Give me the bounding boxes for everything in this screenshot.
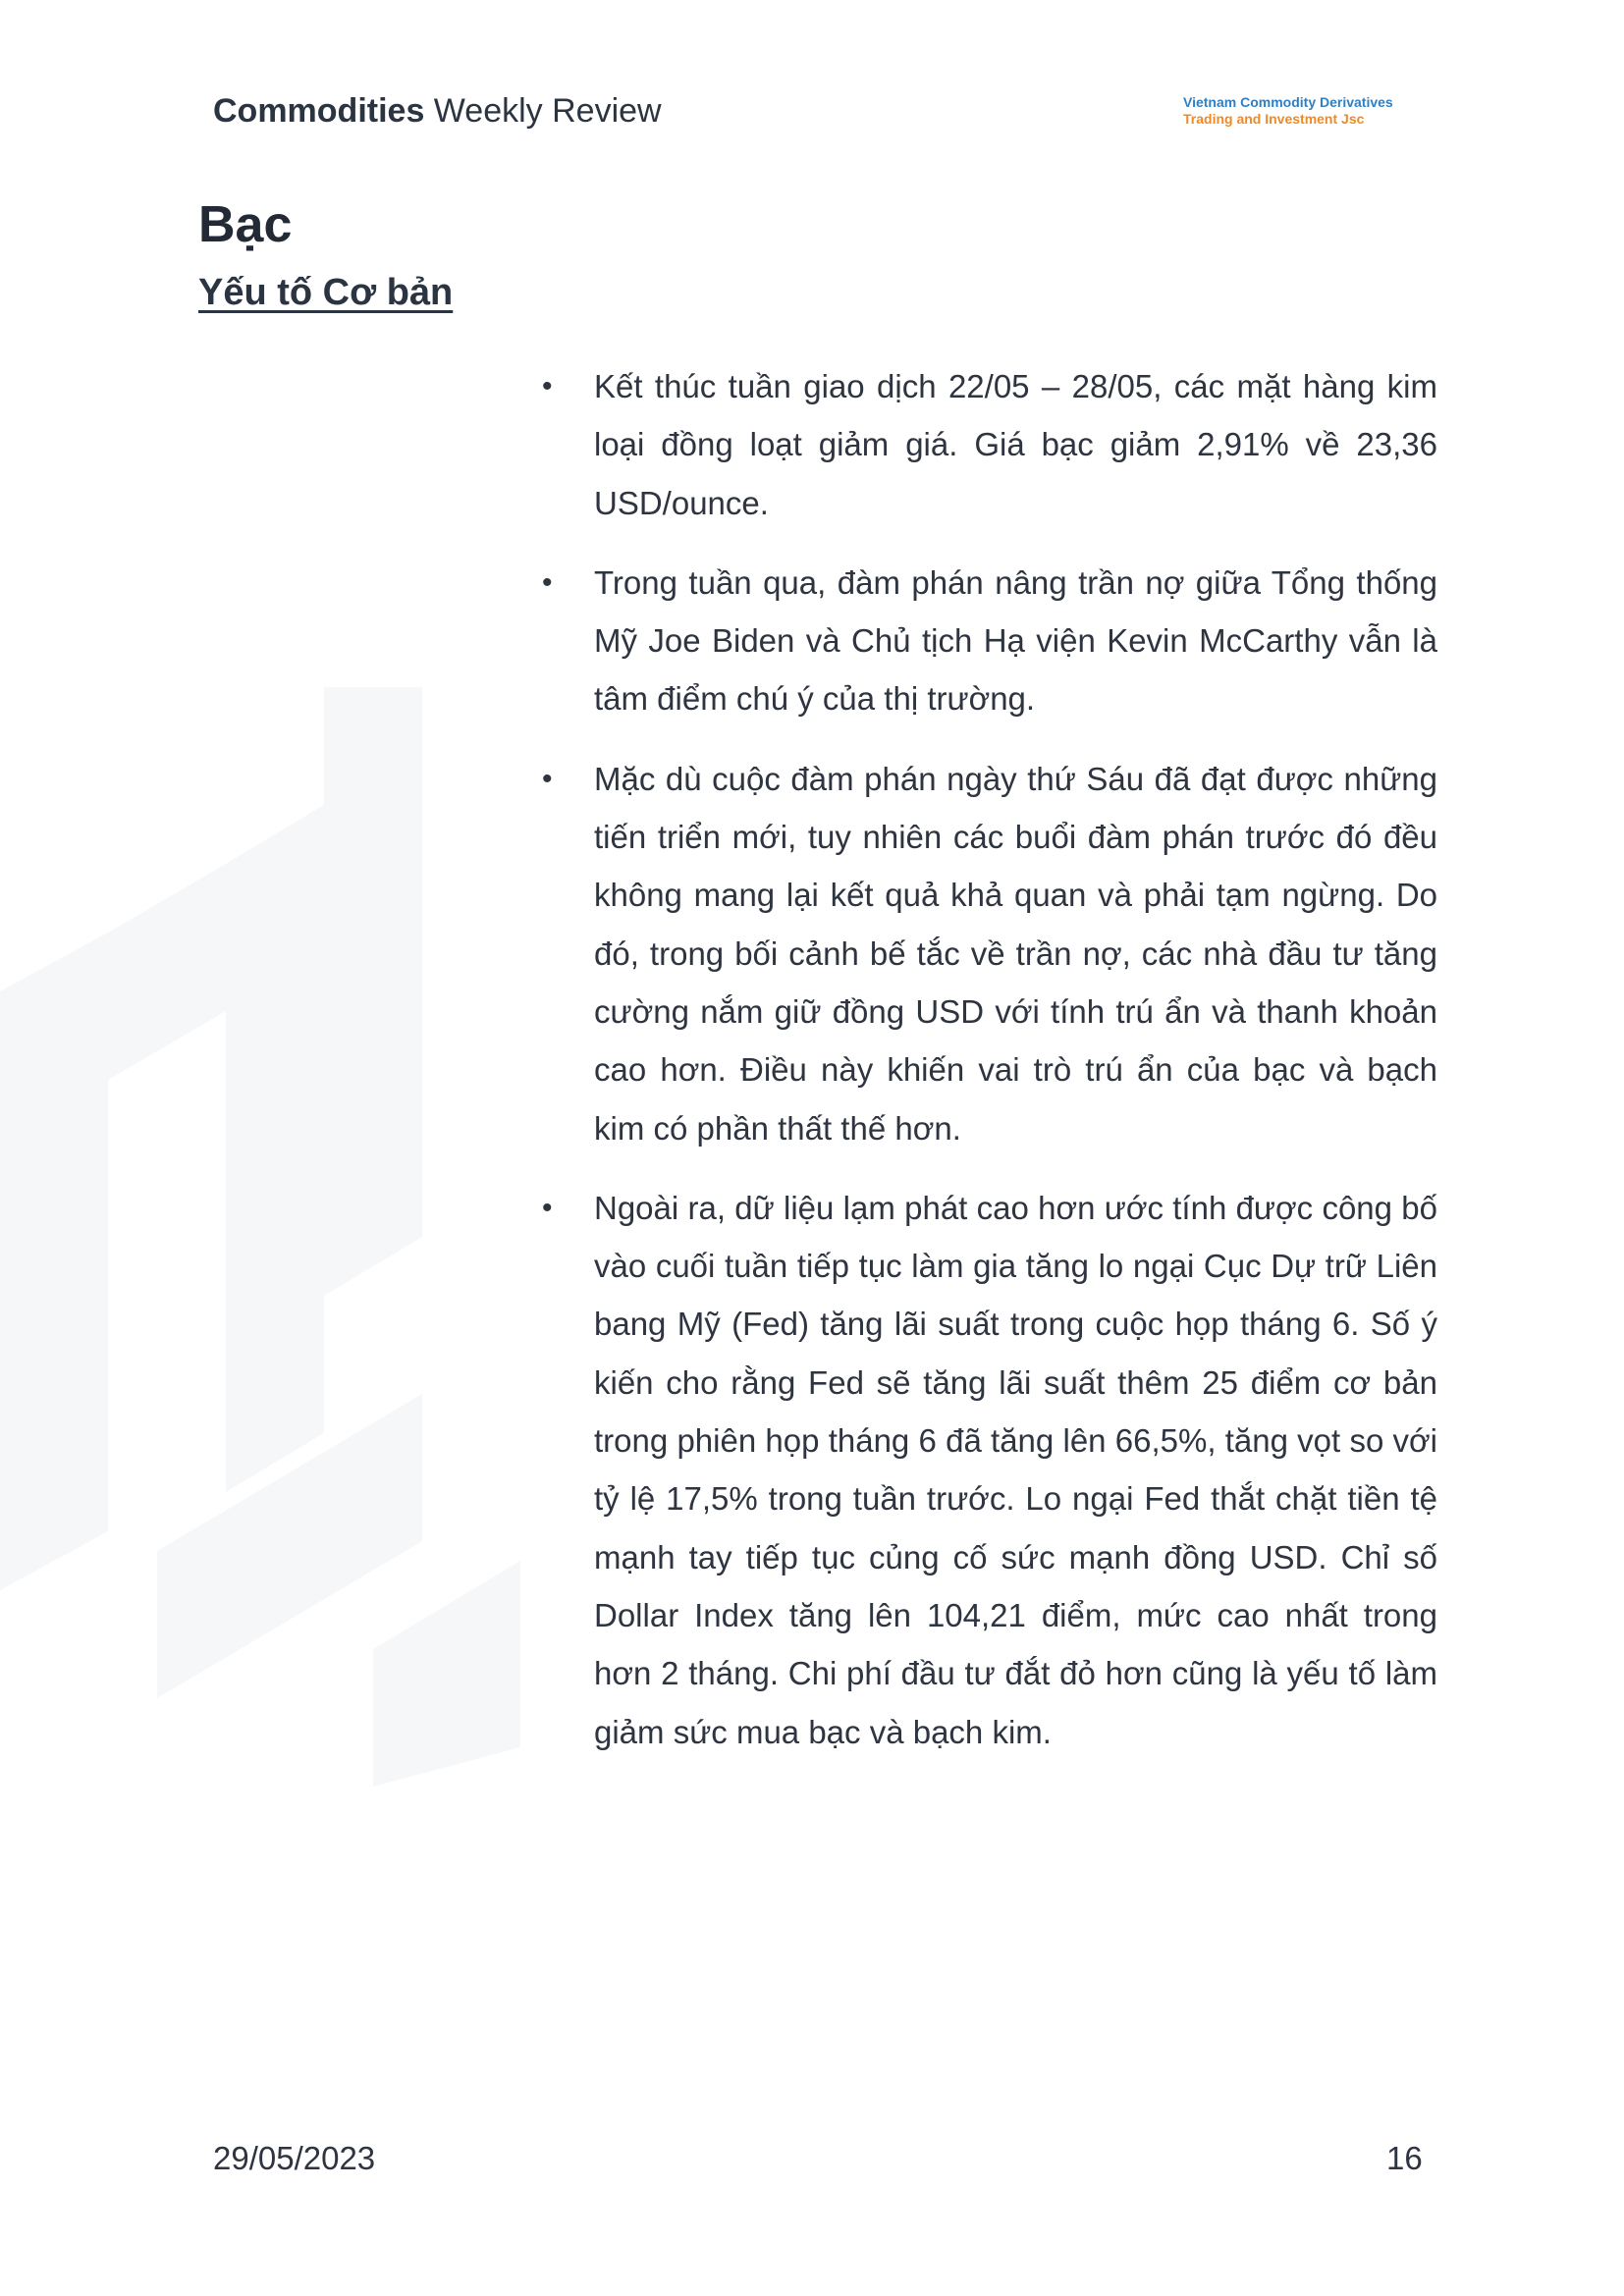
bullet-item xyxy=(542,554,1437,728)
bullet-item xyxy=(542,1179,1437,1761)
bullet-text: Mặc dù cuộc đàm phán ngày thứ Sáu đã đạt được những tiến triển mới, tuy nhiên các buổi đàm phán trước đó đều không mang lại kết quả khả quan và phải tạm ngừng. Do đó, trong bối cảnh bế tắc về trần nợ, các nhà đầu tư tăng cường nắm giữ đồng USD với tính trú ẩn và thanh khoản cao hơn. Điều này khiến vai trò trú ẩn của bạc và bạch kim có phần thất thế hơn. xyxy=(594,760,1437,1147)
bullet-item xyxy=(542,750,1437,1157)
footer-page-number: 16 xyxy=(1386,2140,1423,2176)
company-logo xyxy=(1183,94,1393,128)
footer-date: 29/05/2023 xyxy=(213,2140,376,2176)
header-title-rest: Weekly Review xyxy=(424,92,662,130)
header-title-bold: Commodities xyxy=(213,92,425,130)
bullet-dot-icon: • xyxy=(542,565,553,599)
bullet-dot-icon: • xyxy=(542,370,553,402)
watermark-graphic xyxy=(0,687,550,1787)
bullet-text: Trong tuần qua, đàm phán nâng trần nợ giữa Tổng thống Mỹ Joe Biden và Chủ tịch Hạ viện Kevin McCarthy vẫn là tâm điểm chú ý của thị trường. xyxy=(594,563,1437,718)
bullet-list xyxy=(542,357,1437,1783)
bullet-dot-icon: • xyxy=(542,1191,553,1224)
logo-line-2: Trading and Investment Jsc xyxy=(1183,111,1365,127)
bullet-dot-icon: • xyxy=(542,762,553,795)
section-subtitle: Yếu tố Cơ bản xyxy=(198,272,454,313)
bullet-text: Ngoài ra, dữ liệu lạm phát cao hơn ước tính được công bố vào cuối tuần tiếp tục làm gia tăng lo ngại Cục Dự trữ Liên bang Mỹ (Fed) tăng lãi suất trong cuộc họp tháng 6. Số ý kiến cho rằng Fed sẽ tăng lãi suất thêm 25 điểm cơ bản trong phiên họp tháng 6 đã tăng lên 66,5%, tăng vọt so với tỷ lệ 17,5% trong tuần trước. Lo ngại Fed thắt chặt tiền tệ mạnh tay tiếp tục củng cố sức mạnh đồng USD. Chỉ số Dollar Index tăng lên 104,21 điểm, mức cao nhất trong hơn 2 tháng. Chi phí đầu tư đắt đỏ hơn cũng là yếu tố làm giảm sức mua bạc và bạch kim. xyxy=(594,1189,1437,1750)
bullet-item xyxy=(542,357,1437,532)
page-title: Bạc xyxy=(198,196,293,253)
logo-line-1: Vietnam Commodity Derivatives xyxy=(1183,94,1393,110)
bullet-text: Kết thúc tuần giao dịch 22/05 – 28/05, các mặt hàng kim loại đồng loạt giảm giá. Giá bạc giảm 2,91% về 23,36 USD/ounce. xyxy=(594,368,1437,521)
report-header xyxy=(213,92,662,131)
